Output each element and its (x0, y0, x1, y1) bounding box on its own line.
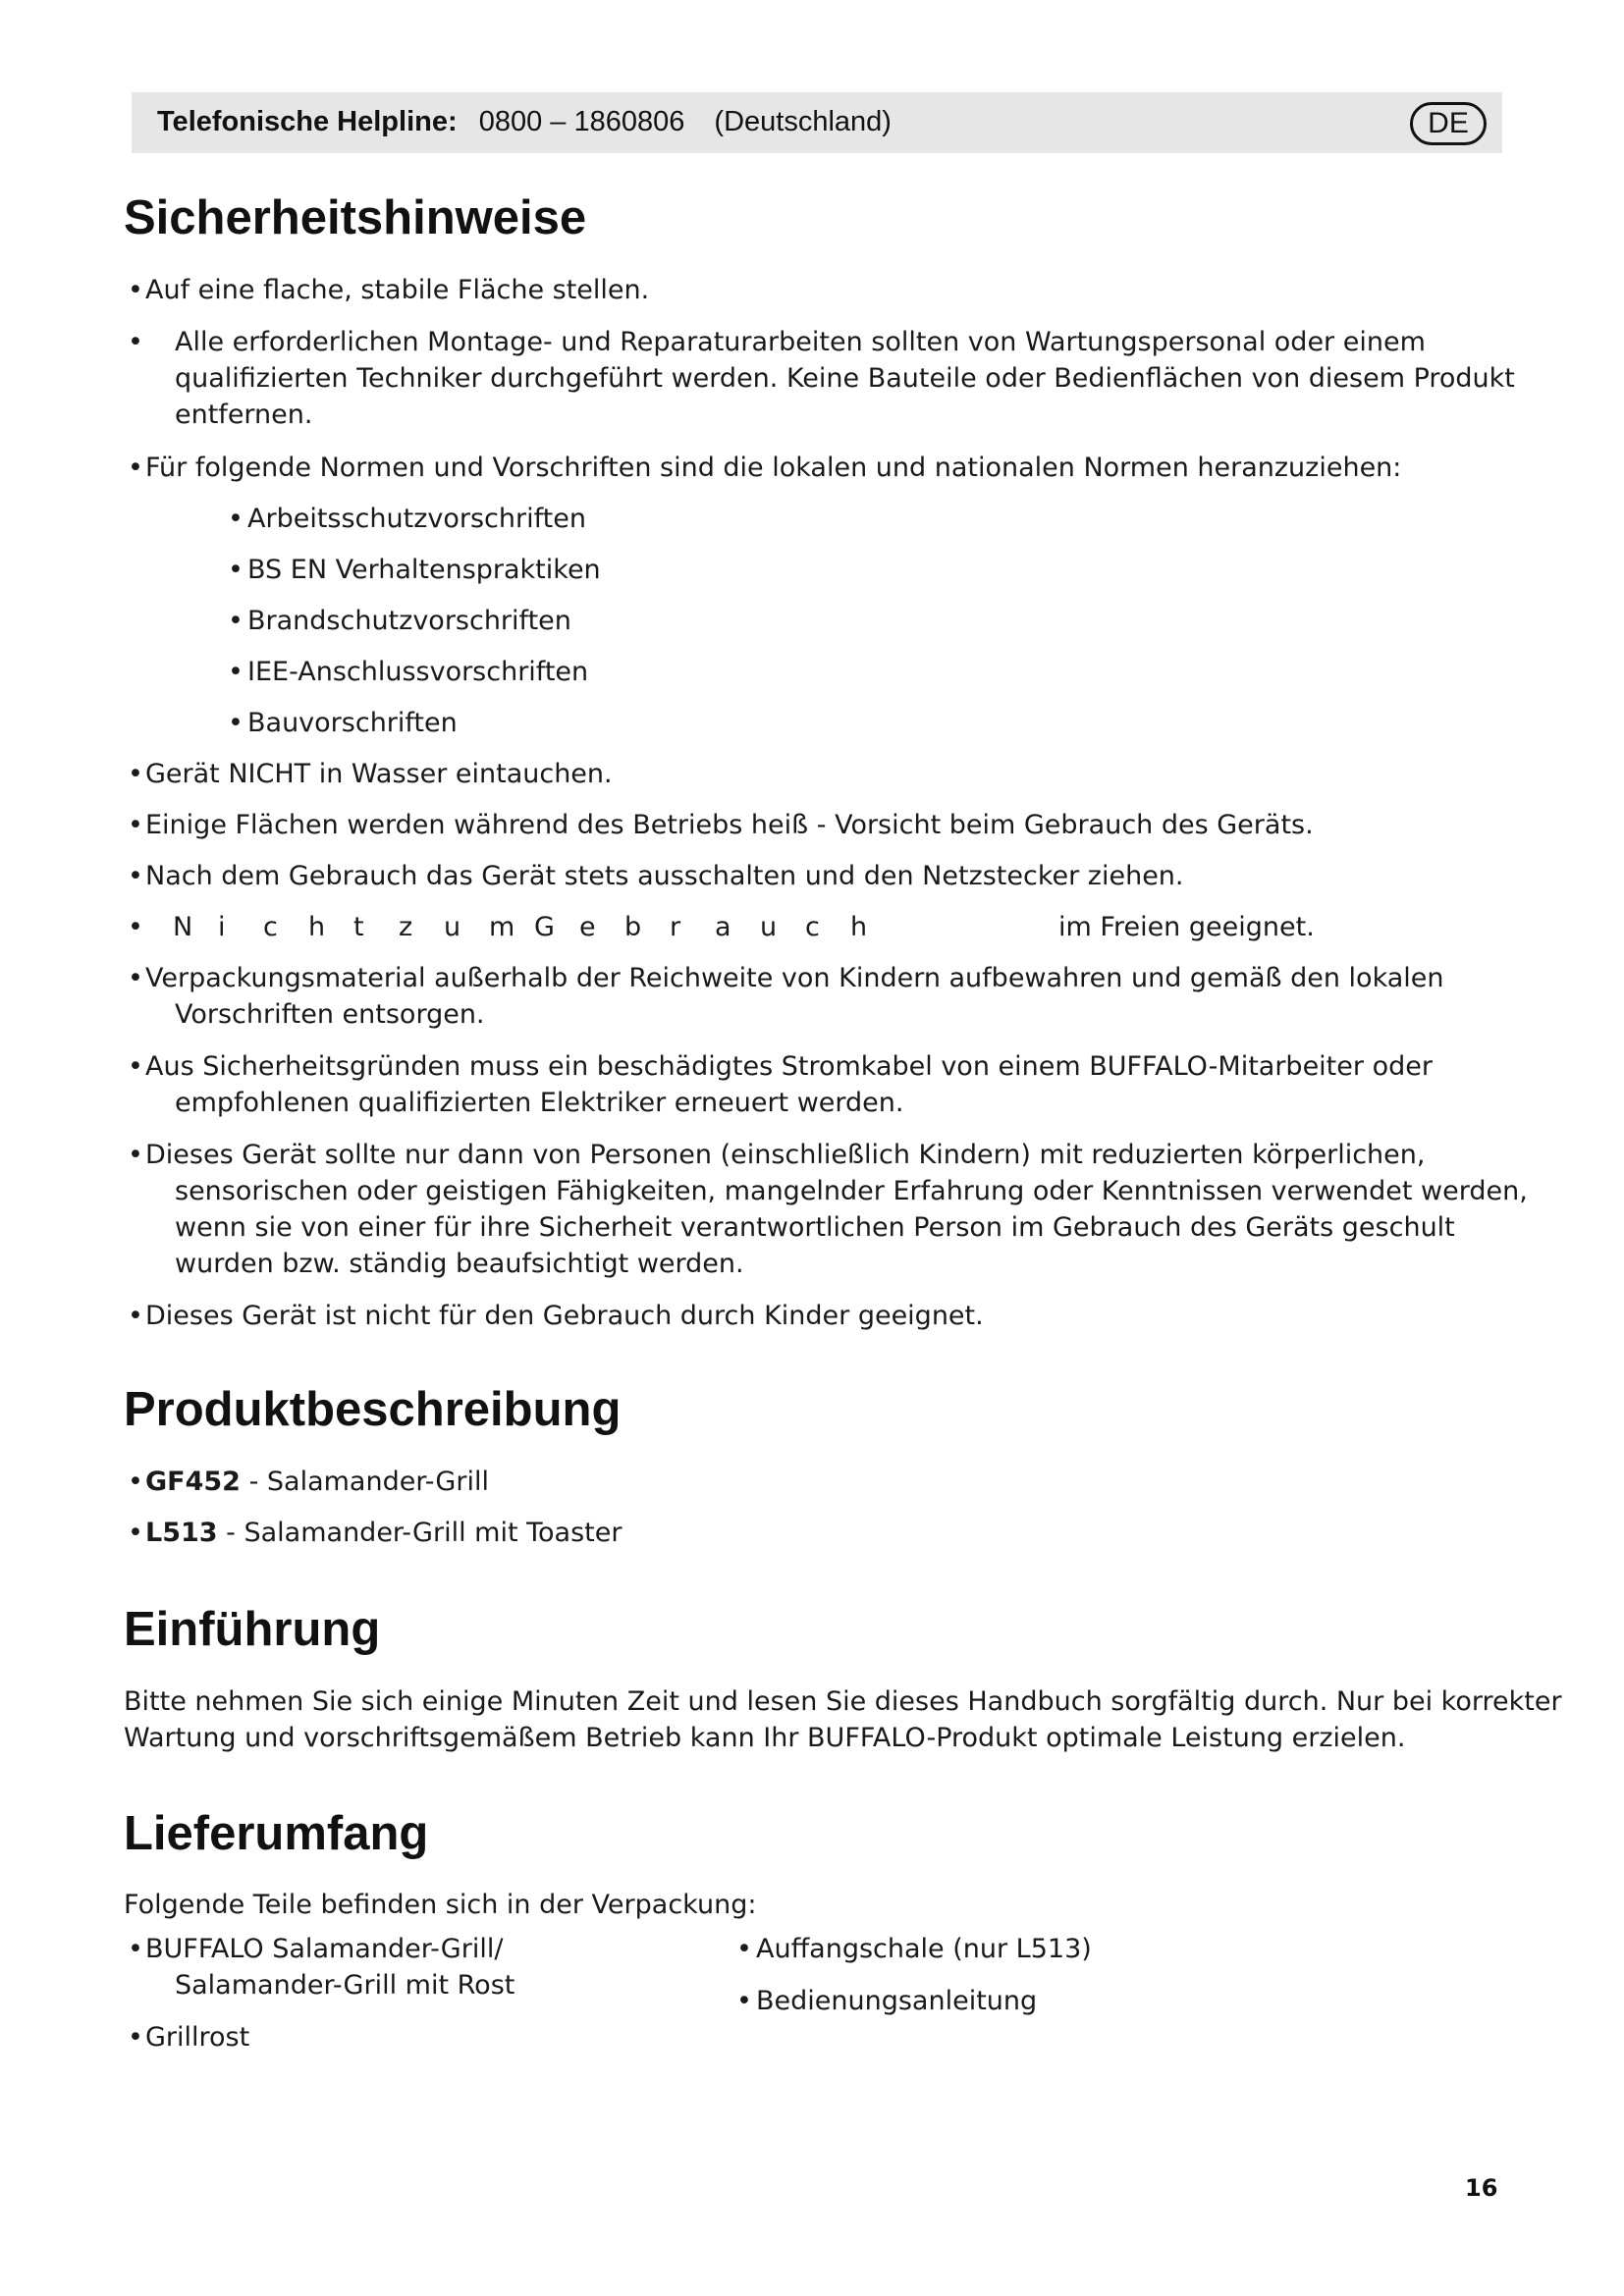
bullet: • (128, 963, 143, 993)
bullet: • (128, 861, 143, 891)
standard-3: Brandschutzvorschriften (247, 606, 571, 636)
safety-heading: Sicherheitshinweise (124, 191, 587, 244)
bullet: • (228, 606, 244, 636)
language-badge: DE (1410, 102, 1487, 145)
safety-item-10-line-1: Dieses Gerät sollte nur dann von Personen (einschließlich Kindern) mit reduzierten körperlichen, (145, 1140, 1426, 1170)
bullet: • (128, 810, 143, 840)
contents-heading: Lieferumfang (124, 1807, 429, 1860)
safety-item-7-rest: im Freien geeignet. (1058, 912, 1315, 942)
safety-item-1: Auf eine flache, stabile Fläche stellen. (145, 275, 650, 305)
safety-item-2-line-1: Alle erforderlichen Montage- und Reparaturarbeiten sollten von Wartungspersonal oder einem (175, 327, 1426, 357)
helpline-country: (Deutschland) (714, 106, 892, 137)
intro-heading: Einführung (124, 1603, 381, 1656)
bullet: • (128, 1051, 143, 1082)
safety-item-5: Einige Flächen werden während des Betriebs heiß - Vorsicht beim Gebrauch des Geräts. (145, 810, 1314, 840)
safety-item-9-line-2: empfohlenen qualifizierten Elektriker erneuert werden. (175, 1088, 904, 1118)
product-code: L513 (145, 1518, 218, 1548)
bullet: • (128, 1467, 143, 1497)
standard-5: Bauvorschriften (247, 708, 458, 738)
standard-4: IEE-Anschlussvorschriften (247, 657, 589, 687)
safety-item-2-line-3: entfernen. (175, 400, 313, 430)
contents-item-1-line-1: BUFFALO Salamander-Grill/ (145, 1934, 504, 1964)
safety-item-8-line-1: Verpackungsmaterial außerhalb der Reichweite von Kindern aufbewahren und gemäß den lokalen (145, 963, 1444, 993)
intro-line-2: Wartung und vorschriftsgemäßem Betrieb kann Ihr BUFFALO-Produkt optimale Leistung erzielen. (124, 1723, 1406, 1753)
safety-item-11: Dieses Gerät ist nicht für den Gebrauch durch Kinder geeignet. (145, 1301, 984, 1331)
bullet: • (128, 1140, 143, 1170)
bullet: • (228, 708, 244, 738)
standard-1: Arbeitsschutzvorschriften (247, 504, 586, 534)
bullet: • (128, 759, 143, 789)
safety-item-2-line-2: qualifizierten Techniker durchgeführt werden. Keine Bauteile oder Bedienflächen von diesem Produkt (175, 363, 1515, 394)
bullet: • (128, 327, 143, 357)
helpline-label: Telefonische Helpline: (157, 106, 458, 137)
product-item-2 (145, 1515, 622, 1551)
page-number: 16 (1465, 2174, 1498, 2202)
helpline-number: 0800 – 1860806 (478, 106, 685, 137)
bullet: • (736, 1986, 752, 2016)
contents-item-3: Auffangschale (nur L513) (756, 1934, 1092, 1964)
bullet: • (128, 1518, 143, 1548)
bullet: • (128, 912, 143, 942)
bullet: • (128, 1301, 143, 1331)
safety-item-10-line-2: sensorischen oder geistigen Fähigkeiten, mangelnder Erfahrung oder Kenntnissen verwendet werden, (175, 1176, 1528, 1206)
safety-item-8-line-2: Vorschriften entsorgen. (175, 999, 485, 1030)
safety-item-6: Nach dem Gebrauch das Gerät stets ausschalten und den Netzstecker ziehen. (145, 861, 1184, 891)
bullet: • (128, 453, 143, 483)
safety-item-9-line-1: Aus Sicherheitsgründen muss ein beschädigtes Stromkabel von einem BUFFALO-Mitarbeiter oder (145, 1051, 1433, 1082)
safety-item-7-spaced: N i c h t z u m G e b r a u c h (173, 912, 868, 942)
intro-line-1: Bitte nehmen Sie sich einige Minuten Zeit und lesen Sie dieses Handbuch sorgfältig durch. Nur bei korrekter (124, 1686, 1562, 1717)
safety-item-4: Gerät NICHT in Wasser eintauchen. (145, 759, 613, 789)
contents-item-2: Grillrost (145, 2022, 250, 2053)
contents-item-4: Bedienungsanleitung (756, 1986, 1038, 2016)
product-heading: Produktbeschreibung (124, 1383, 622, 1436)
product-item-1 (145, 1464, 489, 1500)
safety-item-3: Für folgende Normen und Vorschriften sind die lokalen und nationalen Normen heranzuziehen: (145, 453, 1402, 483)
safety-item-10-line-3: wenn sie von einer für ihre Sicherheit verantwortlichen Person im Gebrauch des Geräts geschult (175, 1212, 1455, 1243)
bullet: • (228, 555, 244, 585)
bullet: • (228, 504, 244, 534)
product-description: - Salamander-Grill mit Toaster (226, 1518, 623, 1548)
contents-lead: Folgende Teile befinden sich in der Verpackung: (124, 1890, 757, 1920)
safety-item-10-line-4: wurden bzw. ständig beaufsichtigt werden. (175, 1249, 744, 1279)
bullet: • (128, 2022, 143, 2053)
contents-item-1-line-2: Salamander-Grill mit Rost (175, 1970, 515, 2001)
product-description: - Salamander-Grill (248, 1467, 489, 1497)
bullet: • (128, 1934, 143, 1964)
standard-2: BS EN Verhaltenspraktiken (247, 555, 601, 585)
bullet: • (228, 657, 244, 687)
bullet: • (736, 1934, 752, 1964)
helpline-text (157, 100, 892, 143)
bullet: • (128, 275, 143, 305)
product-code: GF452 (145, 1467, 241, 1497)
